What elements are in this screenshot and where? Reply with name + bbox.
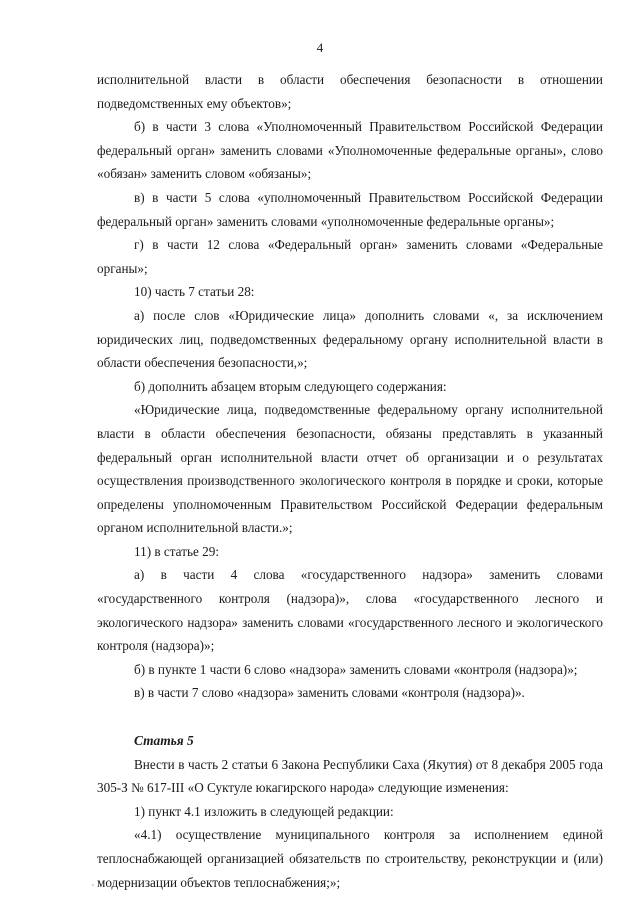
paragraph-item-a-after-words: а) после слов «Юридические лица» дополнить словами «, за исключением юридических лиц, подведомственных федеральному органу исполнительной власти в области обеспечения безопасности,»; [97,307,603,371]
paragraph-quoted-legal-entities: «Юридические лица, подведомственные федеральному органу исполнительной власти в области обеспечения безопасности, обязаны представлять в указанный федеральный орган исполнительной власти отчет об организации и о результатах осуществления производственного экологического контроля в порядке и сроки, которые определены уполномоченным Правительством Российской Федерации федеральным органом исполнительной власти.»; [97,402,603,536]
paragraph-item-b-point1: б) в пункте 1 части 6 слово «надзора» заменить словами «контроля (надзора)»; [134,661,578,677]
paragraph-article5-intro: Внести в часть 2 статьи 6 Закона Республики Саха (Якутия) от 8 декабря 2005 года 305-З № 617-III «О Суктуле юкагирского народа» следующие изменения: [97,756,603,796]
article-heading: Статья 5 [134,733,194,749]
paragraph-item-a-part4: а) в части 4 слова «государственного надзора» заменить словами «государственного контроля (надзора)», слова «государственного лесного и экологического надзора» заменить словами «государственного лесного и экологического контроля (надзора)»; [97,567,603,654]
paragraph-article5-item1: 1) пункт 4.1 изложить в следующей редакции: [134,803,394,819]
paragraph-item-11: 11) в статье 29: [134,543,219,559]
paragraph-item-b-add-second: б) дополнить абзацем вторым следующего содержания: [134,378,447,394]
document-body [97,68,603,894]
paragraph-item-g-part12: г) в части 12 слова «Федеральный орган» заменить словами «Федеральные органы»; [97,237,603,276]
paragraph-article5-quoted: «4.1) осуществление муниципального контроля за исполнением единой теплоснабжающей организацией обязательств по строительству, реконструкции и (или) модернизации объектов теплоснабжения;»; [97,827,603,890]
page-number: 4 [316,40,324,55]
paragraph-continuation: исполнительной власти в области обеспечения безопасности в отношении подведомственных ему объектов»; [97,72,603,111]
scan-speck [92,884,94,886]
paragraph-item-b-part3: б) в части 3 слова «Уполномоченный Правительством Российской Федерации федеральный орган» заменить словами «Уполномоченные федеральные органы», слово «обязан» заменить словом «обязаны»; [97,119,603,182]
paragraph-item-v-part5: в) в части 5 слова «уполномоченный Правительством Российской Федерации федеральный орган» заменить словами «уполномоченные федеральные органы»; [97,189,603,229]
paragraph-item-v-part7: в) в части 7 слово «надзора» заменить словами «контроля (надзора)». [134,685,525,701]
paragraph-item-10: 10) часть 7 статьи 28: [134,284,255,300]
